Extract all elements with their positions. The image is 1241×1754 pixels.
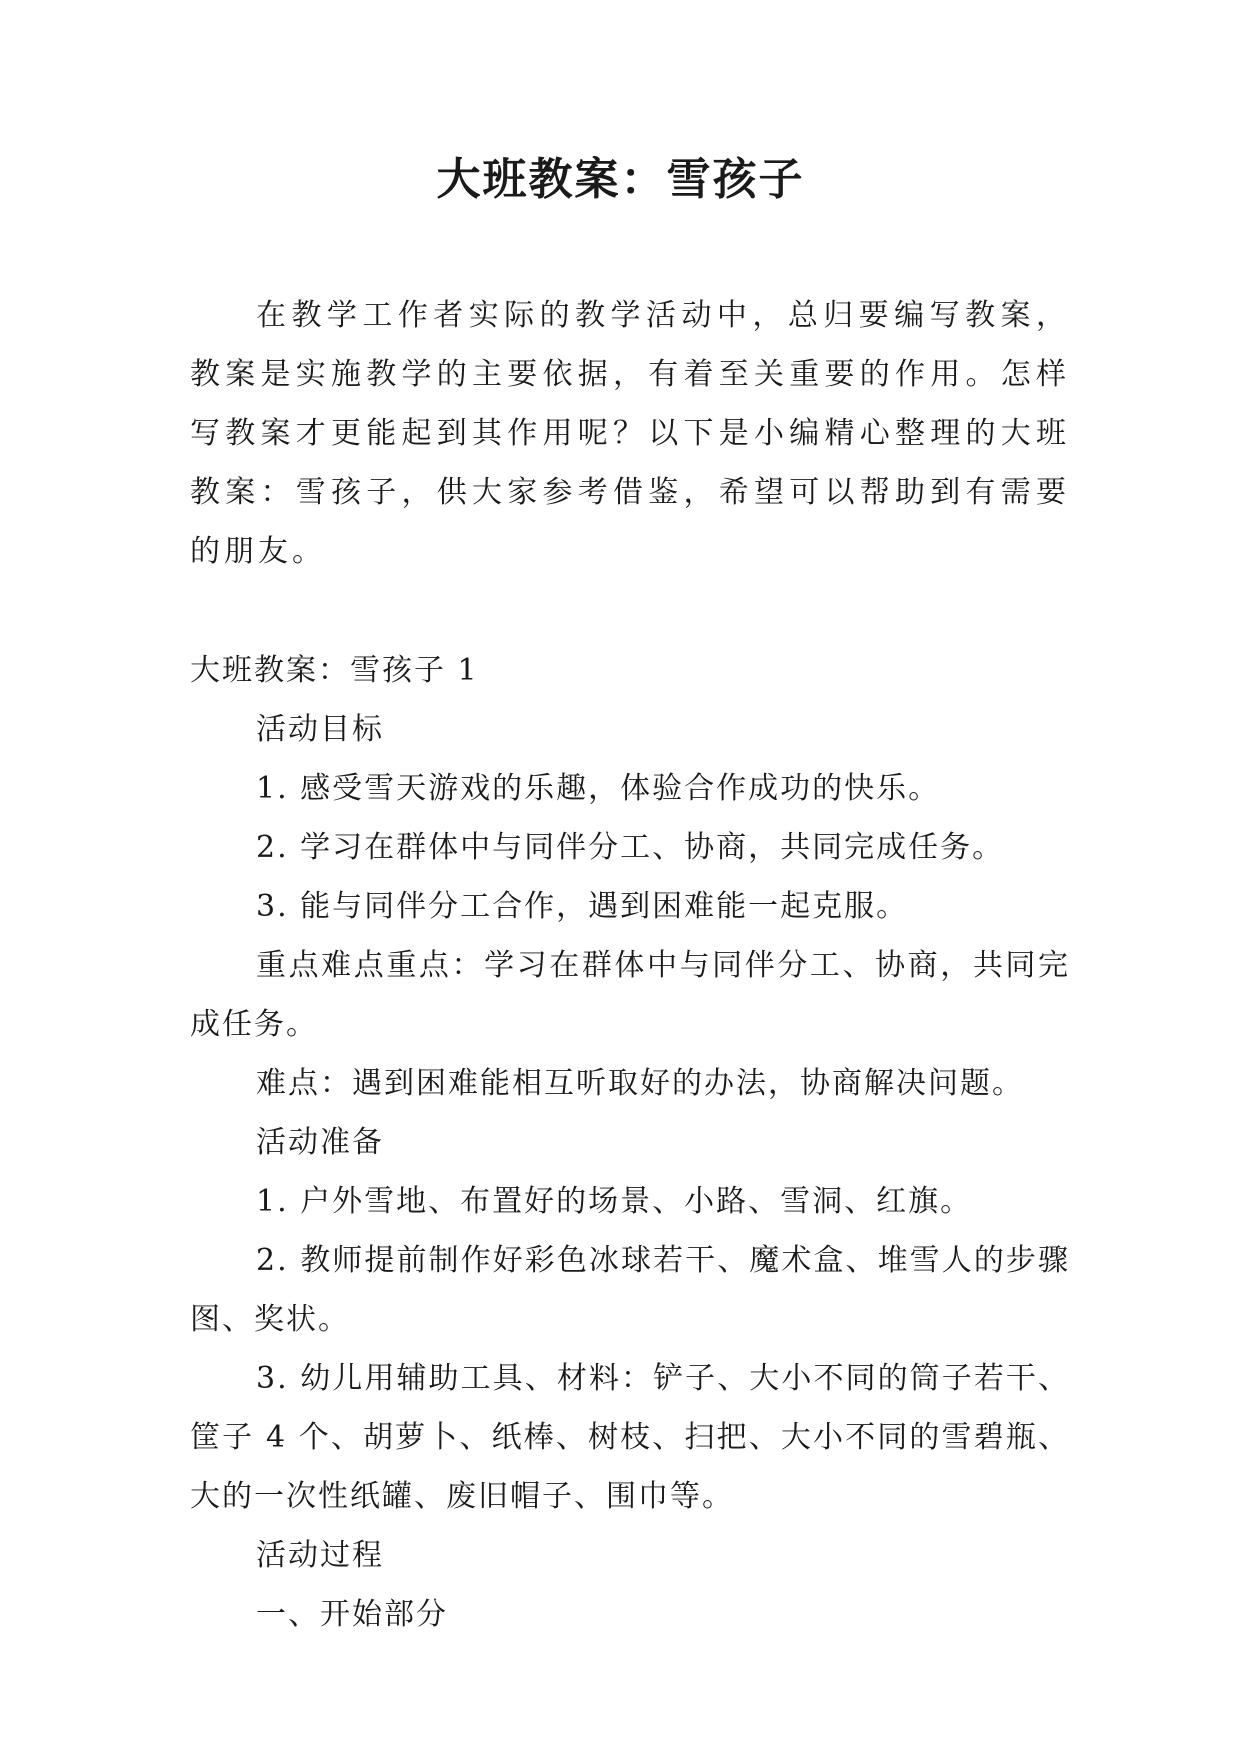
process-heading: 活动过程 bbox=[256, 1538, 384, 1573]
goal-item: 2. 学习在群体中与同伴分工、协商，共同完成任务。 bbox=[256, 830, 1005, 865]
prep-item: 3. 幼儿用辅助工具、材料：铲子、大小不同的筒子若干、筐子 4 个、胡萝卜、纸棒、树枝、扫把、大小不同的雪碧瓶、大的一次性纸罐、废旧帽子、围巾等。 bbox=[190, 1361, 1070, 1514]
document-title: 大班教案：雪孩子 bbox=[436, 154, 805, 205]
lesson-section bbox=[190, 641, 1070, 1644]
goal-item: 3. 能与同伴分工合作，遇到困难能一起克服。 bbox=[256, 889, 909, 924]
goal-item: 1. 感受雪天游戏的乐趣，体验合作成功的快乐。 bbox=[256, 771, 941, 806]
prep-heading: 活动准备 bbox=[256, 1125, 384, 1160]
key-points-paragraph: 重点难点重点：学习在群体中与同伴分工、协商，共同完成任务。 bbox=[190, 948, 1070, 1042]
difficulty-paragraph: 难点：遇到困难能相互听取好的办法，协商解决问题。 bbox=[256, 1066, 1024, 1101]
part-heading: 一、开始部分 bbox=[256, 1597, 448, 1632]
prep-item: 1. 户外雪地、布置好的场景、小路、雪洞、红旗。 bbox=[256, 1184, 973, 1219]
prep-item: 2. 教师提前制作好彩色冰球若干、魔术盒、堆雪人的步骤图、奖状。 bbox=[190, 1243, 1070, 1337]
document-body bbox=[190, 286, 1070, 1644]
goals-heading: 活动目标 bbox=[256, 712, 384, 747]
section-heading: 大班教案：雪孩子 1 bbox=[190, 653, 479, 688]
intro-paragraph: 在教学工作者实际的教学活动中，总归要编写教案，教案是实施教学的主要依据，有着至关重要的作用。怎样写教案才更能起到其作用呢？以下是小编精心整理的大班教案：雪孩子，供大家参考借鉴，希望可以帮助到有需要的朋友。 bbox=[190, 298, 1070, 569]
